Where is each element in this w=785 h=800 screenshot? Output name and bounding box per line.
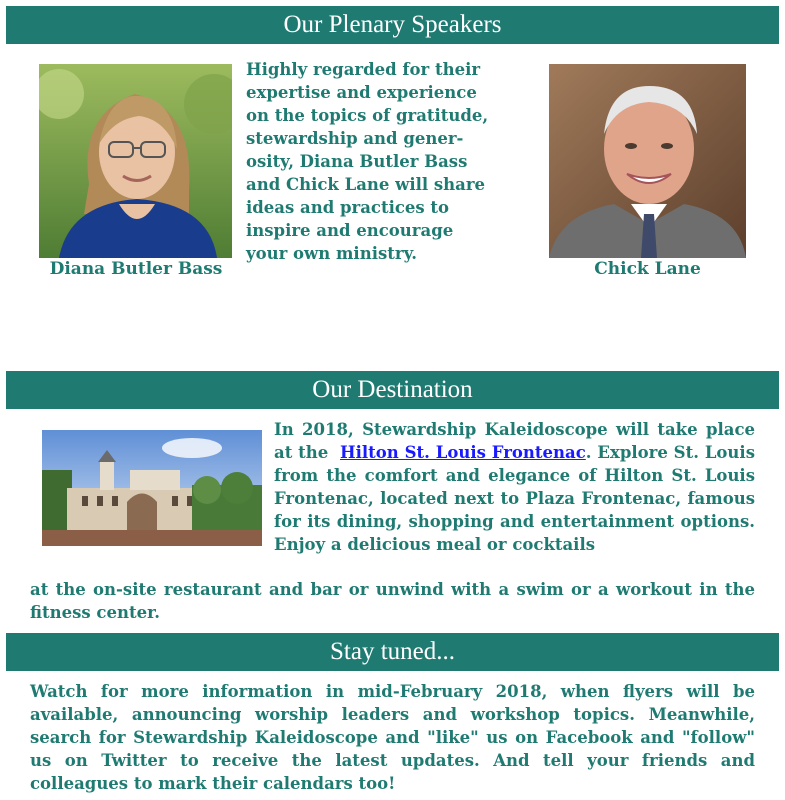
- intro-line: expertise and experience: [246, 83, 477, 102]
- hotel-photo: [42, 430, 262, 546]
- destination-text-end: . Explore St. Louis from the comfort and elegance of Hilton St. Louis Frontenac, located next to Plaza Frontenac, famous for its dining, shopping and entertainment options. Enjoy a delicious meal or cocktails: [274, 443, 755, 554]
- destination-paragraph: [274, 418, 755, 556]
- destination-text-start: In 2018, Stewardship Kaleidoscope will take place at the: [274, 420, 755, 462]
- intro-line: osity, Diana Butler Bass: [246, 152, 468, 171]
- speakers-intro: [246, 58, 541, 265]
- intro-line: ideas and practices to: [246, 198, 450, 217]
- intro-line: on the topics of gratitude,: [246, 106, 489, 125]
- intro-line: stewardship and gener-: [246, 129, 464, 148]
- speakers-heading: Our Plenary Speakers: [6, 6, 779, 44]
- intro-line: your own ministry.: [246, 244, 418, 263]
- intro-line: and Chick Lane will share: [246, 175, 486, 194]
- chick-lane-photo: [549, 64, 746, 258]
- stay-tuned-heading: Stay tuned...: [6, 633, 779, 671]
- destination-heading: Our Destination: [6, 371, 779, 409]
- hilton-link[interactable]: Hilton St. Louis Frontenac: [340, 443, 586, 462]
- speaker2-name: Chick Lane: [594, 259, 701, 279]
- speaker1-name: Diana Butler Bass: [49, 259, 223, 279]
- stay-tuned-paragraph: Watch for more information in mid-February 2018, when flyers will be available, announcing worship leaders and workshop topics. Meanwhile, search for Stewardship Kaleidoscope and "like" us on Facebook and "follow" us on Twitter to receive the latest updates. And tell your friends and colleagues to mark their calendars too!: [30, 682, 755, 793]
- intro-line: inspire and encourage: [246, 221, 454, 240]
- diana-butler-bass-photo: [39, 64, 232, 258]
- intro-line: Highly regarded for their: [246, 60, 481, 79]
- destination-paragraph-continued: at the on-site restaurant and bar or unwind with a swim or a workout in the fitness center.: [30, 580, 755, 622]
